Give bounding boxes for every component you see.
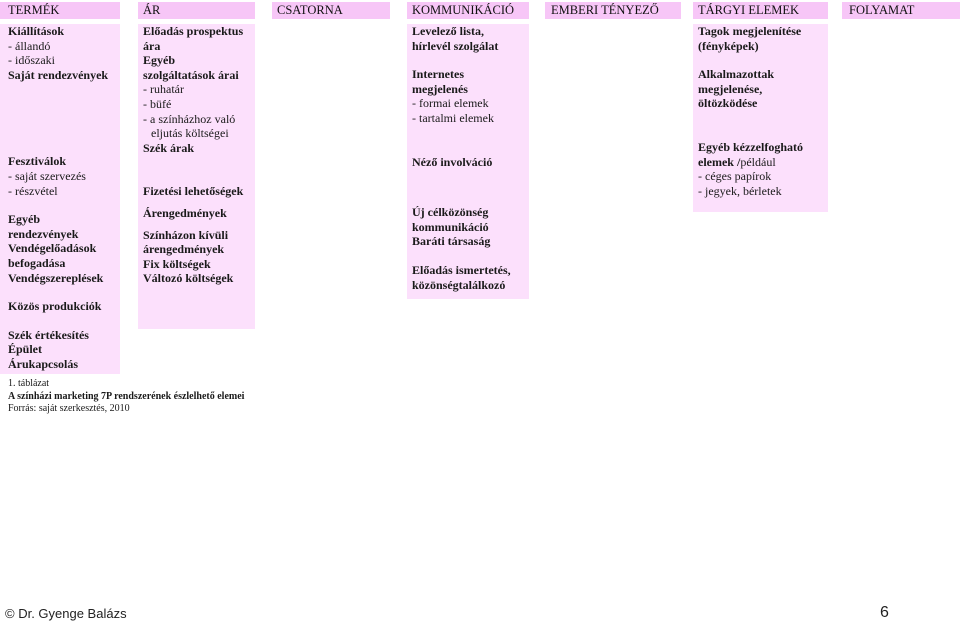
komm-item: Előadás ismertetés, [412, 262, 511, 277]
header-label: EMBERI TÉNYEZŐ [551, 3, 659, 17]
termek-item: Vendégszereplések [8, 270, 104, 285]
targyi-item: megjelenése, [698, 81, 763, 96]
header-label: KOMMUNIKÁCIÓ [412, 3, 515, 17]
komm-item: Új célközönség [412, 205, 489, 220]
table-caption [8, 378, 244, 416]
caption-number: 1. táblázat [8, 378, 50, 389]
termek-item: Szék értékesítés [8, 327, 89, 342]
targyi-column [693, 24, 828, 212]
termek-item: Kiállítások [8, 24, 65, 38]
termek-item: Saját rendezvények [8, 67, 109, 82]
targyi-item: (fényképek) [698, 38, 759, 53]
ar-item: Színházon kívüli [143, 227, 229, 242]
targyi-item: - céges papírok [698, 169, 772, 184]
ar-item: Szék árak [143, 140, 194, 155]
header-label: FOLYAMAT [849, 3, 915, 17]
termek-item: Egyéb [8, 212, 41, 227]
ar-item: Fizetési lehetőségek [143, 184, 244, 199]
caption-source: Forrás: saját szerkesztés, 2010 [8, 403, 130, 414]
ar-item: eljutás költségei [151, 126, 229, 141]
header-emberi-tenyezo [545, 2, 681, 19]
header-label: TERMÉK [8, 3, 60, 17]
termek-item: befogadása [8, 255, 66, 270]
ar-column [138, 24, 255, 329]
page-number: 6 [880, 604, 889, 621]
ar-item: Fix költségek [143, 256, 211, 271]
komm-item: Levelező lista, [412, 24, 484, 38]
caption-title: A színházi marketing 7P rendszerének észlelhető elemei [8, 390, 245, 402]
termek-column [0, 24, 120, 374]
komm-item: hírlevél szolgálat [412, 38, 499, 53]
komm-item: Baráti társaság [412, 234, 491, 249]
termek-item: Fesztiválok [8, 154, 66, 169]
ar-item: Árengedmények [143, 205, 227, 220]
komm-item: megjelenés [412, 81, 468, 96]
ar-item: Egyéb [143, 53, 176, 68]
komm-item: Néző involváció [412, 154, 493, 169]
termek-item: Árukapcsolás [8, 356, 79, 371]
targyi-item: - jegyek, bérletek [698, 183, 782, 198]
targyi-item: öltözködése [698, 96, 758, 111]
ar-item: ára [143, 38, 161, 53]
header-folyamat [842, 2, 960, 19]
termek-item: Közös produkciók [8, 299, 102, 314]
header-label: ÁR [143, 3, 161, 17]
targyi-item: Tagok megjelenítése [698, 24, 802, 38]
komm-item: - tartalmi elemek [412, 110, 494, 125]
header-label: TÁRGYI ELEMEK [698, 3, 800, 17]
komm-item: - formai elemek [412, 96, 489, 111]
ar-item: árengedmények [143, 242, 225, 257]
footer [0, 598, 960, 621]
termek-item: - állandó [8, 38, 51, 53]
header-label: CSATORNA [277, 3, 343, 17]
header-ar [138, 2, 255, 19]
targyi-item: Alkalmazottak [698, 67, 774, 82]
header-termek [0, 2, 120, 19]
ar-item: Változó költségek [143, 271, 234, 286]
targyi-item: Egyéb kézzelfogható [698, 139, 803, 154]
header-targyi-elemek [693, 2, 828, 19]
targyi-item: például [740, 154, 776, 169]
termek-item: - időszaki [8, 53, 55, 68]
ar-item: - büfé [143, 96, 172, 111]
komm-item: közönségtalálkozó [412, 277, 506, 292]
ar-item: - a színházhoz való [143, 111, 236, 126]
targyi-item: elemek / [698, 154, 741, 169]
ar-item: szolgáltatások árai [143, 67, 239, 82]
termek-item: - részvétel [8, 183, 58, 198]
ar-item: Előadás prospektus [143, 24, 244, 38]
termek-item: Vendégelőadások [8, 241, 97, 256]
termek-item: - saját szervezés [8, 168, 86, 183]
komm-item: Internetes [412, 67, 464, 82]
copyright-text: © Dr. Gyenge Balázs [5, 606, 127, 621]
ar-item: - ruhatár [143, 82, 184, 97]
termek-item: rendezvények [8, 226, 79, 241]
header-csatorna [272, 2, 390, 19]
kommunikacio-column [407, 24, 529, 299]
header-kommunikacio [407, 2, 529, 19]
termek-item: Épület [8, 342, 43, 357]
komm-item: kommunikáció [412, 219, 489, 234]
